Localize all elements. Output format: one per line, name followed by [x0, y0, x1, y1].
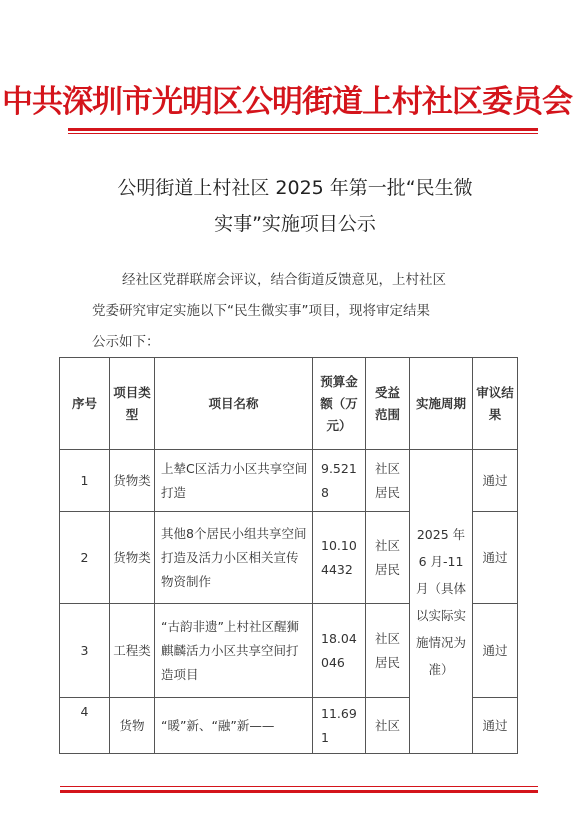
cell-name: “古韵非遗”上村社区醒狮麒麟活力小区共享空间打造项目	[155, 604, 313, 698]
title-line-1: 公明街道上村社区 2025 年第一批“民生微	[117, 177, 473, 199]
intro-line-2: 党委研究审定实施以下“民生微实事”项目，现将审定结果	[92, 303, 430, 319]
document-title	[60, 170, 530, 242]
cell-no: 3	[60, 604, 110, 698]
intro-line-3: 公示如下：	[92, 334, 160, 350]
cell-period: 2025 年 6 月-11 月（具体以实际实施情况为准）	[410, 450, 473, 754]
cell-beneficiary: 社区	[366, 698, 410, 754]
cell-name: 上辇C区活力小区共享空间打造	[155, 450, 313, 512]
cell-no: 2	[60, 512, 110, 604]
cell-result: 通过	[473, 604, 518, 698]
cell-type: 货物	[110, 698, 155, 754]
header-beneficiary: 受益范围	[366, 358, 410, 450]
cell-name: 其他8个居民小组共享空间打造及活力小区相关宣传物资制作	[155, 512, 313, 604]
header-period: 实施周期	[410, 358, 473, 450]
cell-result: 通过	[473, 698, 518, 754]
header-name: 项目名称	[155, 358, 313, 450]
table-row	[60, 450, 518, 512]
cell-budget: 18.04046	[313, 604, 366, 698]
intro-line-1: 经社区党群联席会评议，结合街道反馈意见，上村社区	[122, 272, 446, 288]
cell-type: 货物类	[110, 512, 155, 604]
header-no: 序号	[60, 358, 110, 450]
cell-name: “暖”新、“融”新——	[155, 698, 313, 754]
cell-beneficiary: 社区居民	[366, 450, 410, 512]
cell-result: 通过	[473, 450, 518, 512]
cell-type: 货物类	[110, 450, 155, 512]
project-table	[59, 357, 518, 754]
cell-beneficiary: 社区居民	[366, 512, 410, 604]
footer-red-line-thick	[60, 790, 538, 793]
header-budget: 预算金额（万元）	[313, 358, 366, 450]
header-red-line-thick	[68, 128, 538, 131]
cell-no: 4	[60, 698, 110, 754]
table-header-row	[60, 358, 518, 450]
cell-budget: 9.5218	[313, 450, 366, 512]
cell-beneficiary: 社区居民	[366, 604, 410, 698]
cell-no: 1	[60, 450, 110, 512]
cell-budget: 11.691	[313, 698, 366, 754]
title-line-2: 实事”实施项目公示	[214, 213, 376, 235]
organization-header: 中共深圳市光明区公明街道上村社区委员会	[2, 84, 572, 120]
footer-red-line-thin	[60, 786, 538, 787]
header-result: 审议结果	[473, 358, 518, 450]
header-red-line-thin	[68, 133, 538, 134]
cell-result: 通过	[473, 512, 518, 604]
intro-paragraph	[92, 265, 512, 358]
cell-budget: 10.104432	[313, 512, 366, 604]
cell-type: 工程类	[110, 604, 155, 698]
header-type: 项目类型	[110, 358, 155, 450]
